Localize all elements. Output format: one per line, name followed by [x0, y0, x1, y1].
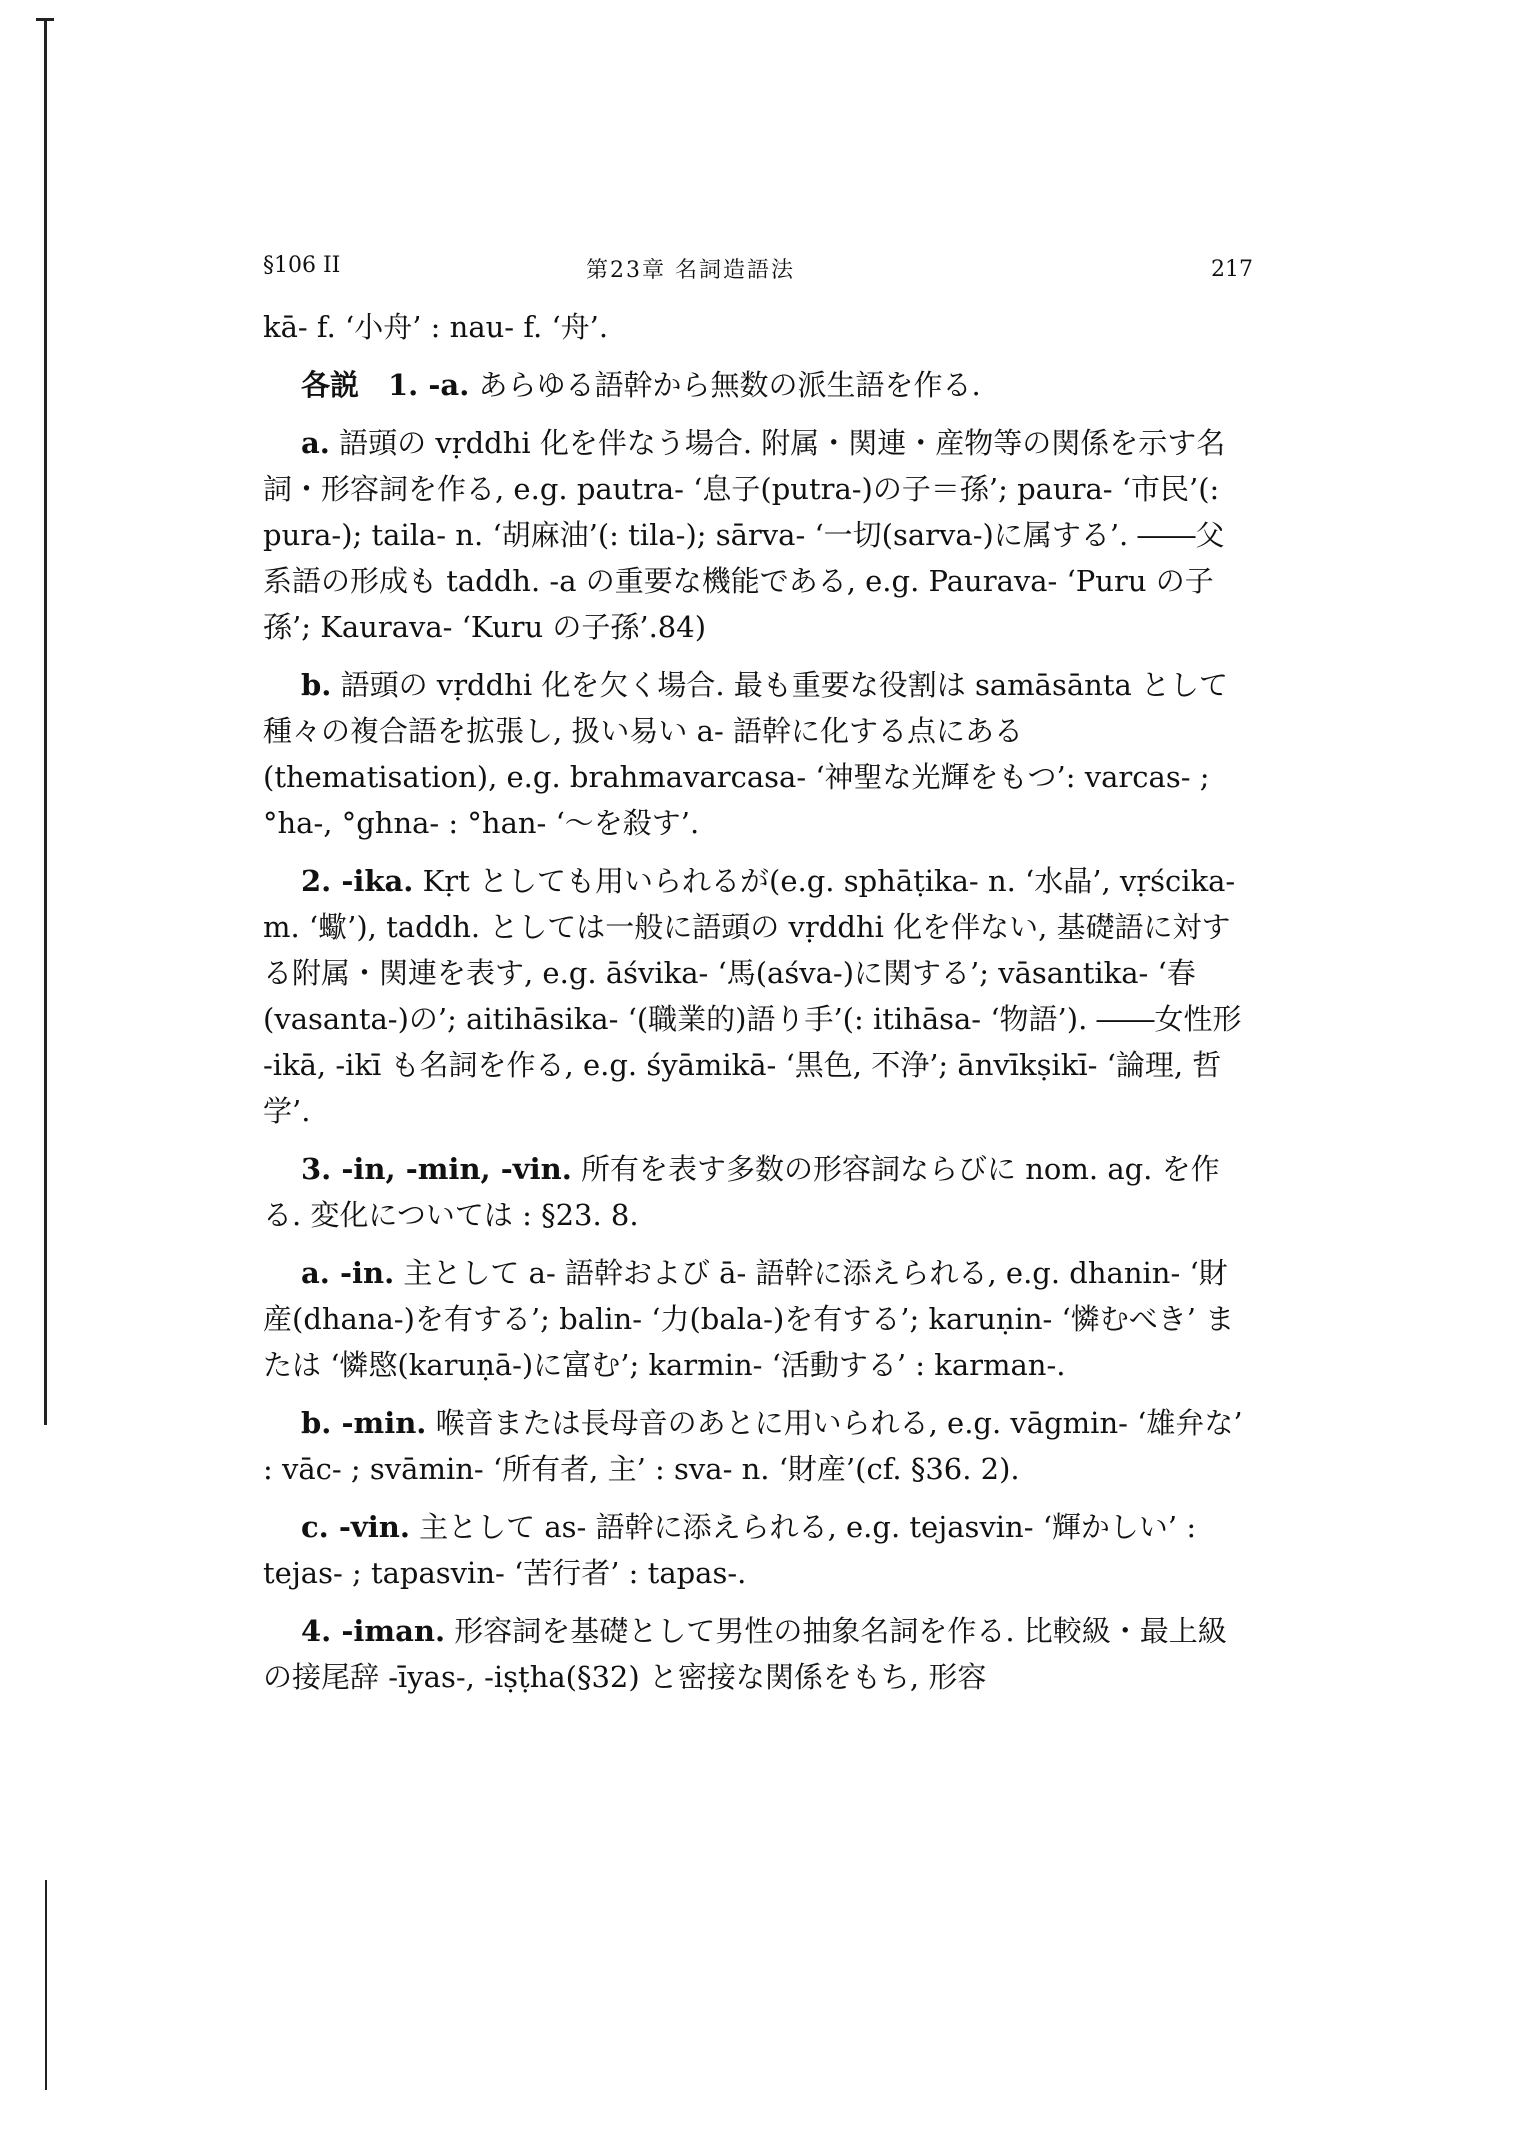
paragraph-text: Kṛt としても用いられるが(e.g. sphāṭika- n. ‘水晶’, vṛścika- m. ‘蠍’), taddh. としては一般に語頭の vṛddhi 化を伴ない, 基礎語に対する附属・関連を表す, e.g. āśvika- ‘馬(aśva-)に関する’; vāsantika- ‘春(vasanta-)の’; aitihāsika- ‘(職業的)語り手’(: itihāsa- ‘物語’). ――女性形 -ikā, -ikī も名詞を作る, e.g. śyāmikā- ‘黒色, 不浄’; ānvīkṣikī- ‘論理, 哲学’. [263, 864, 1242, 1128]
running-header [263, 253, 1253, 293]
paragraph-text: 所有を表す多数の形容詞ならびに nom. ag. を作る. 変化については : §23. 8. [263, 1152, 1220, 1232]
paragraph [263, 362, 1253, 408]
page-number: 217 [1211, 257, 1253, 282]
paragraph [263, 662, 1253, 846]
paragraph [263, 304, 1253, 350]
section-number: §106 II [263, 253, 341, 278]
body-text [263, 304, 1253, 1712]
paragraph-text: あらゆる語幹から無数の派生語を作る. [469, 368, 981, 402]
paragraph [263, 1504, 1253, 1596]
paragraph-text: 主として a- 語幹および ā- 語幹に添えられる, e.g. dhanin- ‘財産(dhana-)を有する’; balin- ‘力(bala-)を有する’; karuṇin- ‘憐むべき’ または ‘憐愍(karuṇā-)に富む’; karmin- ‘活動する’ : karman-. [263, 1256, 1235, 1382]
paragraph-heading: a. -in. [301, 1256, 395, 1290]
paragraph-heading: 各説 1. -a. [301, 368, 470, 402]
chapter-title: 第23章 名詞造語法 [586, 258, 795, 283]
paragraph-heading: 4. -iman. [301, 1614, 446, 1648]
paragraph [263, 420, 1253, 650]
paragraph-text: 語頭の vṛddhi 化を欠く場合. 最も重要な役割は samāsānta として種々の複合語を拡張し, 扱い易い a- 語幹に化する点にある (thematisation), e.g. brahmavarcasa- ‘神聖な光輝をもつ’: varcas- ; °ha-, °ghna- : °han- ‘～を殺す’. [263, 668, 1228, 840]
paragraph-heading: c. -vin. [301, 1510, 410, 1544]
margin-rule-tick [36, 18, 54, 21]
paragraph-text: 主として as- 語幹に添えられる, e.g. tejasvin- ‘輝かしい’ : tejas- ; tapasvin- ‘苦行者’ : tapas-. [263, 1510, 1197, 1590]
paragraph [263, 1250, 1253, 1388]
paragraph [263, 1400, 1253, 1492]
paragraph-heading: 3. -in, -min, -vin. [301, 1152, 572, 1186]
paragraph [263, 1608, 1253, 1700]
paragraph-heading: b. [301, 668, 332, 702]
paragraph-heading: 2. -ika. [301, 864, 414, 898]
margin-rule-top [44, 20, 47, 1425]
paragraph-text: 語頭の vṛddhi 化を伴なう場合. 附属・関連・産物等の関係を示す名詞・形容詞を作る, e.g. pautra- ‘息子(putra-)の子＝孫’; paura- ‘市民’(: pura-); taila- n. ‘胡麻油’(: tila-); sārva- ‘一切(sarva-)に属する’. ――父系語の形成も taddh. -a の重要な機能である, e.g. Paurava- ‘Puru の子孫’; Kaurava- ‘Kuru の子孫’.84) [263, 426, 1226, 644]
paragraph [263, 1146, 1253, 1238]
margin-rule-bottom [45, 1880, 47, 2090]
paragraph-text: 喉音または長母音のあとに用いられる, e.g. vāgmin- ‘雄弁な’ : vāc- ; svāmin- ‘所有者, 主’ : sva- n. ‘財産’(cf. §36. 2). [263, 1406, 1243, 1486]
paragraph-heading: b. -min. [301, 1406, 427, 1440]
paragraph [263, 858, 1253, 1134]
paragraph-text: kā- f. ‘小舟’ : nau- f. ‘舟’. [263, 310, 609, 344]
paragraph-heading: a. [301, 426, 330, 460]
paragraph-text: 形容詞を基礎として男性の抽象名詞を作る. 比較級・最上級の接尾辞 -īyas-, -iṣṭha(§32) と密接な関係をもち, 形容 [263, 1614, 1227, 1694]
